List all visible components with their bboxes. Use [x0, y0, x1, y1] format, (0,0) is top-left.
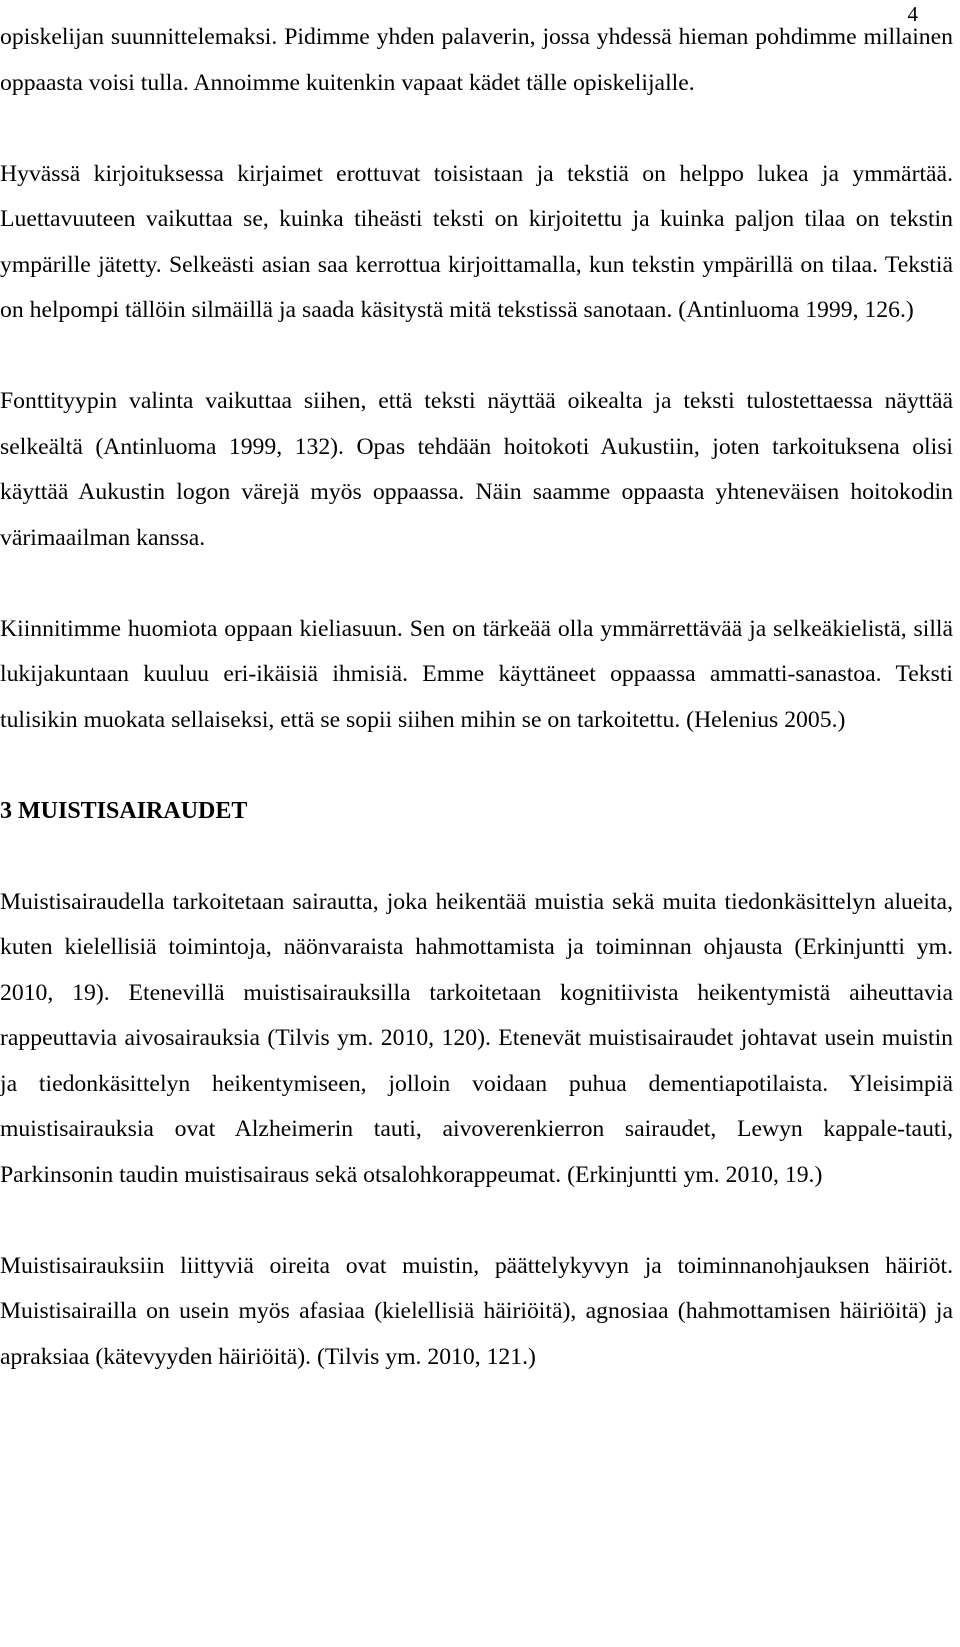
paragraph-spacer — [0, 334, 953, 380]
document-body — [0, 15, 953, 1380]
paragraph-spacer — [0, 561, 953, 607]
paragraph-guide-planning: opiskelijan suunnittelemaksi. Pidimme yhden palaverin, jossa yhdessä hieman pohdimme millainen oppaasta voisi tulla. Annoimme kuitenkin vapaat kädet tälle opiskelijalle. — [0, 24, 953, 96]
paragraph-readability: Hyvässä kirjoituksessa kirjaimet erottuvat toisistaan ja tekstiä on helppo lukea ja ymmärtää. Luettavuuteen vaikuttaa se, kuinka tiheästi teksti on kirjoitettu ja kuinka paljon tilaa on tekstin ympärille jätetty. Selkeästi asian saa kerrottua kirjoittamalla, kun tekstin ympärillä on tilaa. Tekstiä on helpompi tällöin silmäillä ja saada käsitystä mitä tekstissä sanotaan. (Antinluoma 1999, 126.) — [0, 160, 953, 323]
paragraph-memory-disease-symptoms: Muistisairauksiin liittyviä oireita ovat muistin, päättelykyvyn ja toiminnanohjauksen häiriöt. Muistisairailla on usein myös afasiaa (kielellisiä häiriöitä), agnosiaa (hahmottamisen häiriöitä) ja apraksiaa (kätevyyden häiriöitä). (Tilvis ym. 2010, 121.) — [0, 1252, 953, 1370]
section-heading: 3 MUISTISAIRAUDET — [0, 797, 248, 824]
paragraph-memory-disease-definition: Muistisairaudella tarkoitetaan sairautta, joka heikentää muistia sekä muita tiedonkäsittelyn alueita, kuten kielellisiä toimintoja, näönvaraista hahmottamista ja toiminnan ohjausta (Erkinjuntti ym. 2010, 19). Etenevillä muistisairauksilla tarkoitetaan kognitiivista heikentymistä aiheuttavia rappeuttavia aivosairauksia (Tilvis ym. 2010, 120). Etenevät muistisairaudet johtavat usein muistin ja tiedonkäsittelyn heikentymiseen, jolloin voidaan puhua dementiapotilaista. Yleisimpiä muistisairauksia ovat Alzheimerin tauti, aivoverenkierron sairaudet, Lewyn kappale-tauti, Parkinsonin taudin muistisairaus sekä otsalohkorappeumat. (Erkinjuntti ym. 2010, 19.) — [0, 888, 953, 1188]
paragraph-spacer — [0, 834, 953, 880]
paragraph-font-choice: Fonttityypin valinta vaikuttaa siihen, että teksti näyttää oikealta ja teksti tulostettaessa näyttää selkeältä (Antinluoma 1999, 132). Opas tehdään hoitokoti Aukustiin, joten tarkoituksena olisi käyttää Aukustin logon värejä myös oppaassa. Näin saamme oppaasta yhteneväisen hoitokodin värimaailman kanssa. — [0, 388, 953, 551]
paragraph-spacer — [0, 106, 953, 152]
paragraph-spacer — [0, 1198, 953, 1244]
paragraph-language: Kiinnitimme huomiota oppaan kieliasuun. Sen on tärkeää olla ymmärrettävää ja selkeäkielistä, sillä lukijakuntaan kuuluu eri-ikäisiä ihmisiä. Emme käyttäneet oppaassa ammatti-sanastoa. Teksti tulisikin muokata sellaiseksi, että se sopii siihen mihin se on tarkoitettu. (Helenius 2005.) — [0, 615, 953, 733]
page-number: 4 — [907, 2, 918, 26]
paragraph-spacer — [0, 743, 953, 789]
